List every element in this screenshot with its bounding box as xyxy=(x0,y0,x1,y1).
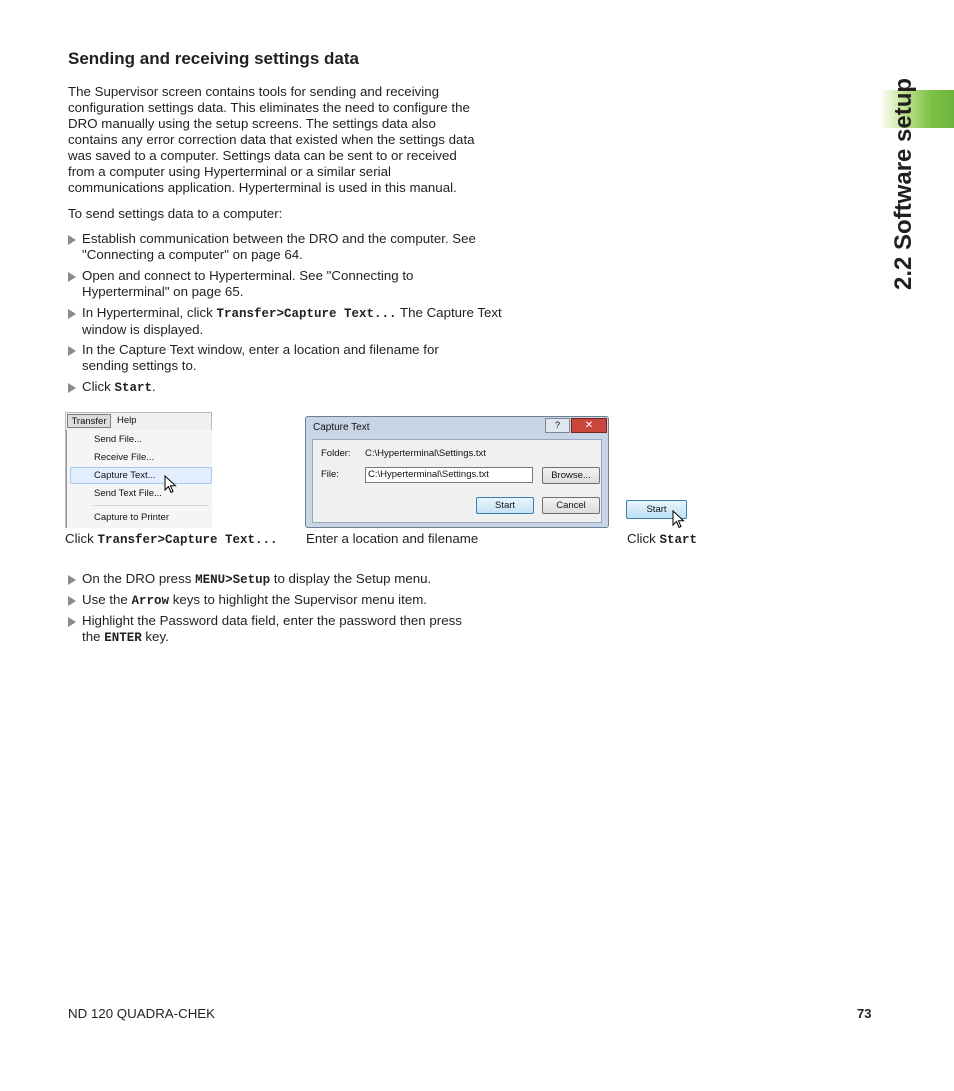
start-button[interactable]: Start xyxy=(476,497,534,514)
caption-start xyxy=(627,531,697,548)
caption-text: Click xyxy=(65,531,98,546)
intro-line: was saved to a computer. Settings data can be sent to or received xyxy=(68,148,457,163)
step-text xyxy=(82,629,518,646)
step-text: window is displayed. xyxy=(82,322,204,337)
step-text-pre: Click xyxy=(82,379,115,394)
intro-line: contains any error correction data that existed when the settings data xyxy=(68,132,475,147)
footer-title: ND 120 QUADRA-CHEK xyxy=(68,1006,216,1021)
bullet-arrow-icon xyxy=(68,596,76,606)
step-text: Hyperterminal" on page 65. xyxy=(82,284,244,299)
transfer-menu-screenshot xyxy=(65,412,212,528)
page-number: 73 xyxy=(857,1006,872,1021)
step-text xyxy=(82,379,518,396)
command-code: ENTER xyxy=(104,631,142,645)
menu-item-receive-file[interactable]: Receive File... xyxy=(94,452,155,463)
intro-line: communications application. Hyperterminal is used in this manual. xyxy=(68,180,457,195)
bullet-arrow-icon xyxy=(68,309,76,319)
folder-value: C:\Hyperterminal\Settings.txt xyxy=(365,448,486,459)
close-button[interactable]: ✕ xyxy=(571,418,607,433)
capture-text-dialog-screenshot xyxy=(305,416,609,528)
section-title: 2.2 Software setup xyxy=(890,77,917,290)
dialog-title: Capture Text xyxy=(313,422,370,433)
bullet-arrow-icon xyxy=(68,575,76,585)
transfer-dropdown xyxy=(66,430,212,528)
file-input[interactable]: C:\Hyperterminal\Settings.txt xyxy=(365,467,533,483)
step-text: Open and connect to Hyperterminal. See "Connecting to xyxy=(82,268,414,283)
menu-item-send-file[interactable]: Send File... xyxy=(94,434,143,445)
intro-paragraph xyxy=(68,84,518,196)
step-text-post: The Capture Text xyxy=(396,305,502,320)
step-text xyxy=(82,592,518,609)
cancel-button[interactable]: Cancel xyxy=(542,497,600,514)
menu-item-capture-to-printer[interactable]: Capture to Printer xyxy=(94,512,169,523)
folder-label: Folder: xyxy=(321,448,351,459)
command-code: MENU>Setup xyxy=(195,573,271,587)
command-code: Transfer>Capture Text... xyxy=(97,533,278,547)
caption-menu xyxy=(65,531,278,548)
step-text: In the Capture Text window, enter a location and filename for xyxy=(82,342,439,357)
menu-item-capture-text[interactable]: Capture Text... xyxy=(94,470,156,481)
command-code: Arrow xyxy=(131,594,170,608)
command-code: Start xyxy=(659,533,698,547)
step-text xyxy=(82,305,518,322)
step-text: Establish communication between the DRO and the computer. See xyxy=(82,231,476,246)
step-text-post: key. xyxy=(141,629,169,644)
intro-line: The Supervisor screen contains tools for sending and receiving xyxy=(68,84,440,99)
intro-line: from a computer using Hyperterminal or a similar serial xyxy=(68,164,391,179)
caption-text: Click xyxy=(627,531,660,546)
step-text-post: keys to highlight the Supervisor menu item. xyxy=(169,592,427,607)
page-heading: Sending and receiving settings data xyxy=(68,49,359,68)
menu-help[interactable]: Help xyxy=(117,415,137,426)
step-text-pre: Use the xyxy=(82,592,132,607)
caption-dialog: Enter a location and filename xyxy=(306,531,479,546)
dialog-body xyxy=(312,439,602,523)
step-text-pre: On the DRO press xyxy=(82,571,196,586)
command-code: Transfer>Capture Text... xyxy=(216,307,397,321)
intro-line: DRO manually using the setup screens. The settings data also xyxy=(68,116,436,131)
bullet-arrow-icon xyxy=(68,346,76,356)
browse-button[interactable]: Browse... xyxy=(542,467,600,484)
bullet-arrow-icon xyxy=(68,235,76,245)
menu-transfer[interactable]: Transfer xyxy=(67,414,111,428)
bullet-arrow-icon xyxy=(68,383,76,393)
step-text-pre: the xyxy=(82,629,105,644)
bullet-arrow-icon xyxy=(68,272,76,282)
step-text: sending settings to. xyxy=(82,358,197,373)
send-intro: To send settings data to a computer: xyxy=(68,206,283,221)
bullet-arrow-icon xyxy=(68,617,76,627)
step-text-pre: In Hyperterminal, click xyxy=(82,305,217,320)
file-label: File: xyxy=(321,469,339,480)
help-button[interactable]: ? xyxy=(545,418,570,433)
menu-bar xyxy=(66,413,211,431)
mouse-cursor-icon xyxy=(672,510,686,530)
intro-line: configuration settings data. This eliminates the need to configure the xyxy=(68,100,470,115)
step-text: Highlight the Password data field, enter the password then press xyxy=(82,613,462,628)
menu-item-send-text-file[interactable]: Send Text File... xyxy=(94,488,162,499)
step-text-post: . xyxy=(152,379,156,394)
command-code: Start xyxy=(114,381,153,395)
step-text-post: to display the Setup menu. xyxy=(270,571,432,586)
step-text xyxy=(82,571,518,588)
step-text: "Connecting a computer" on page 64. xyxy=(82,247,303,262)
start-button-screenshot[interactable]: Start xyxy=(626,500,687,519)
menu-separator xyxy=(93,505,209,506)
mouse-cursor-icon xyxy=(164,475,178,495)
